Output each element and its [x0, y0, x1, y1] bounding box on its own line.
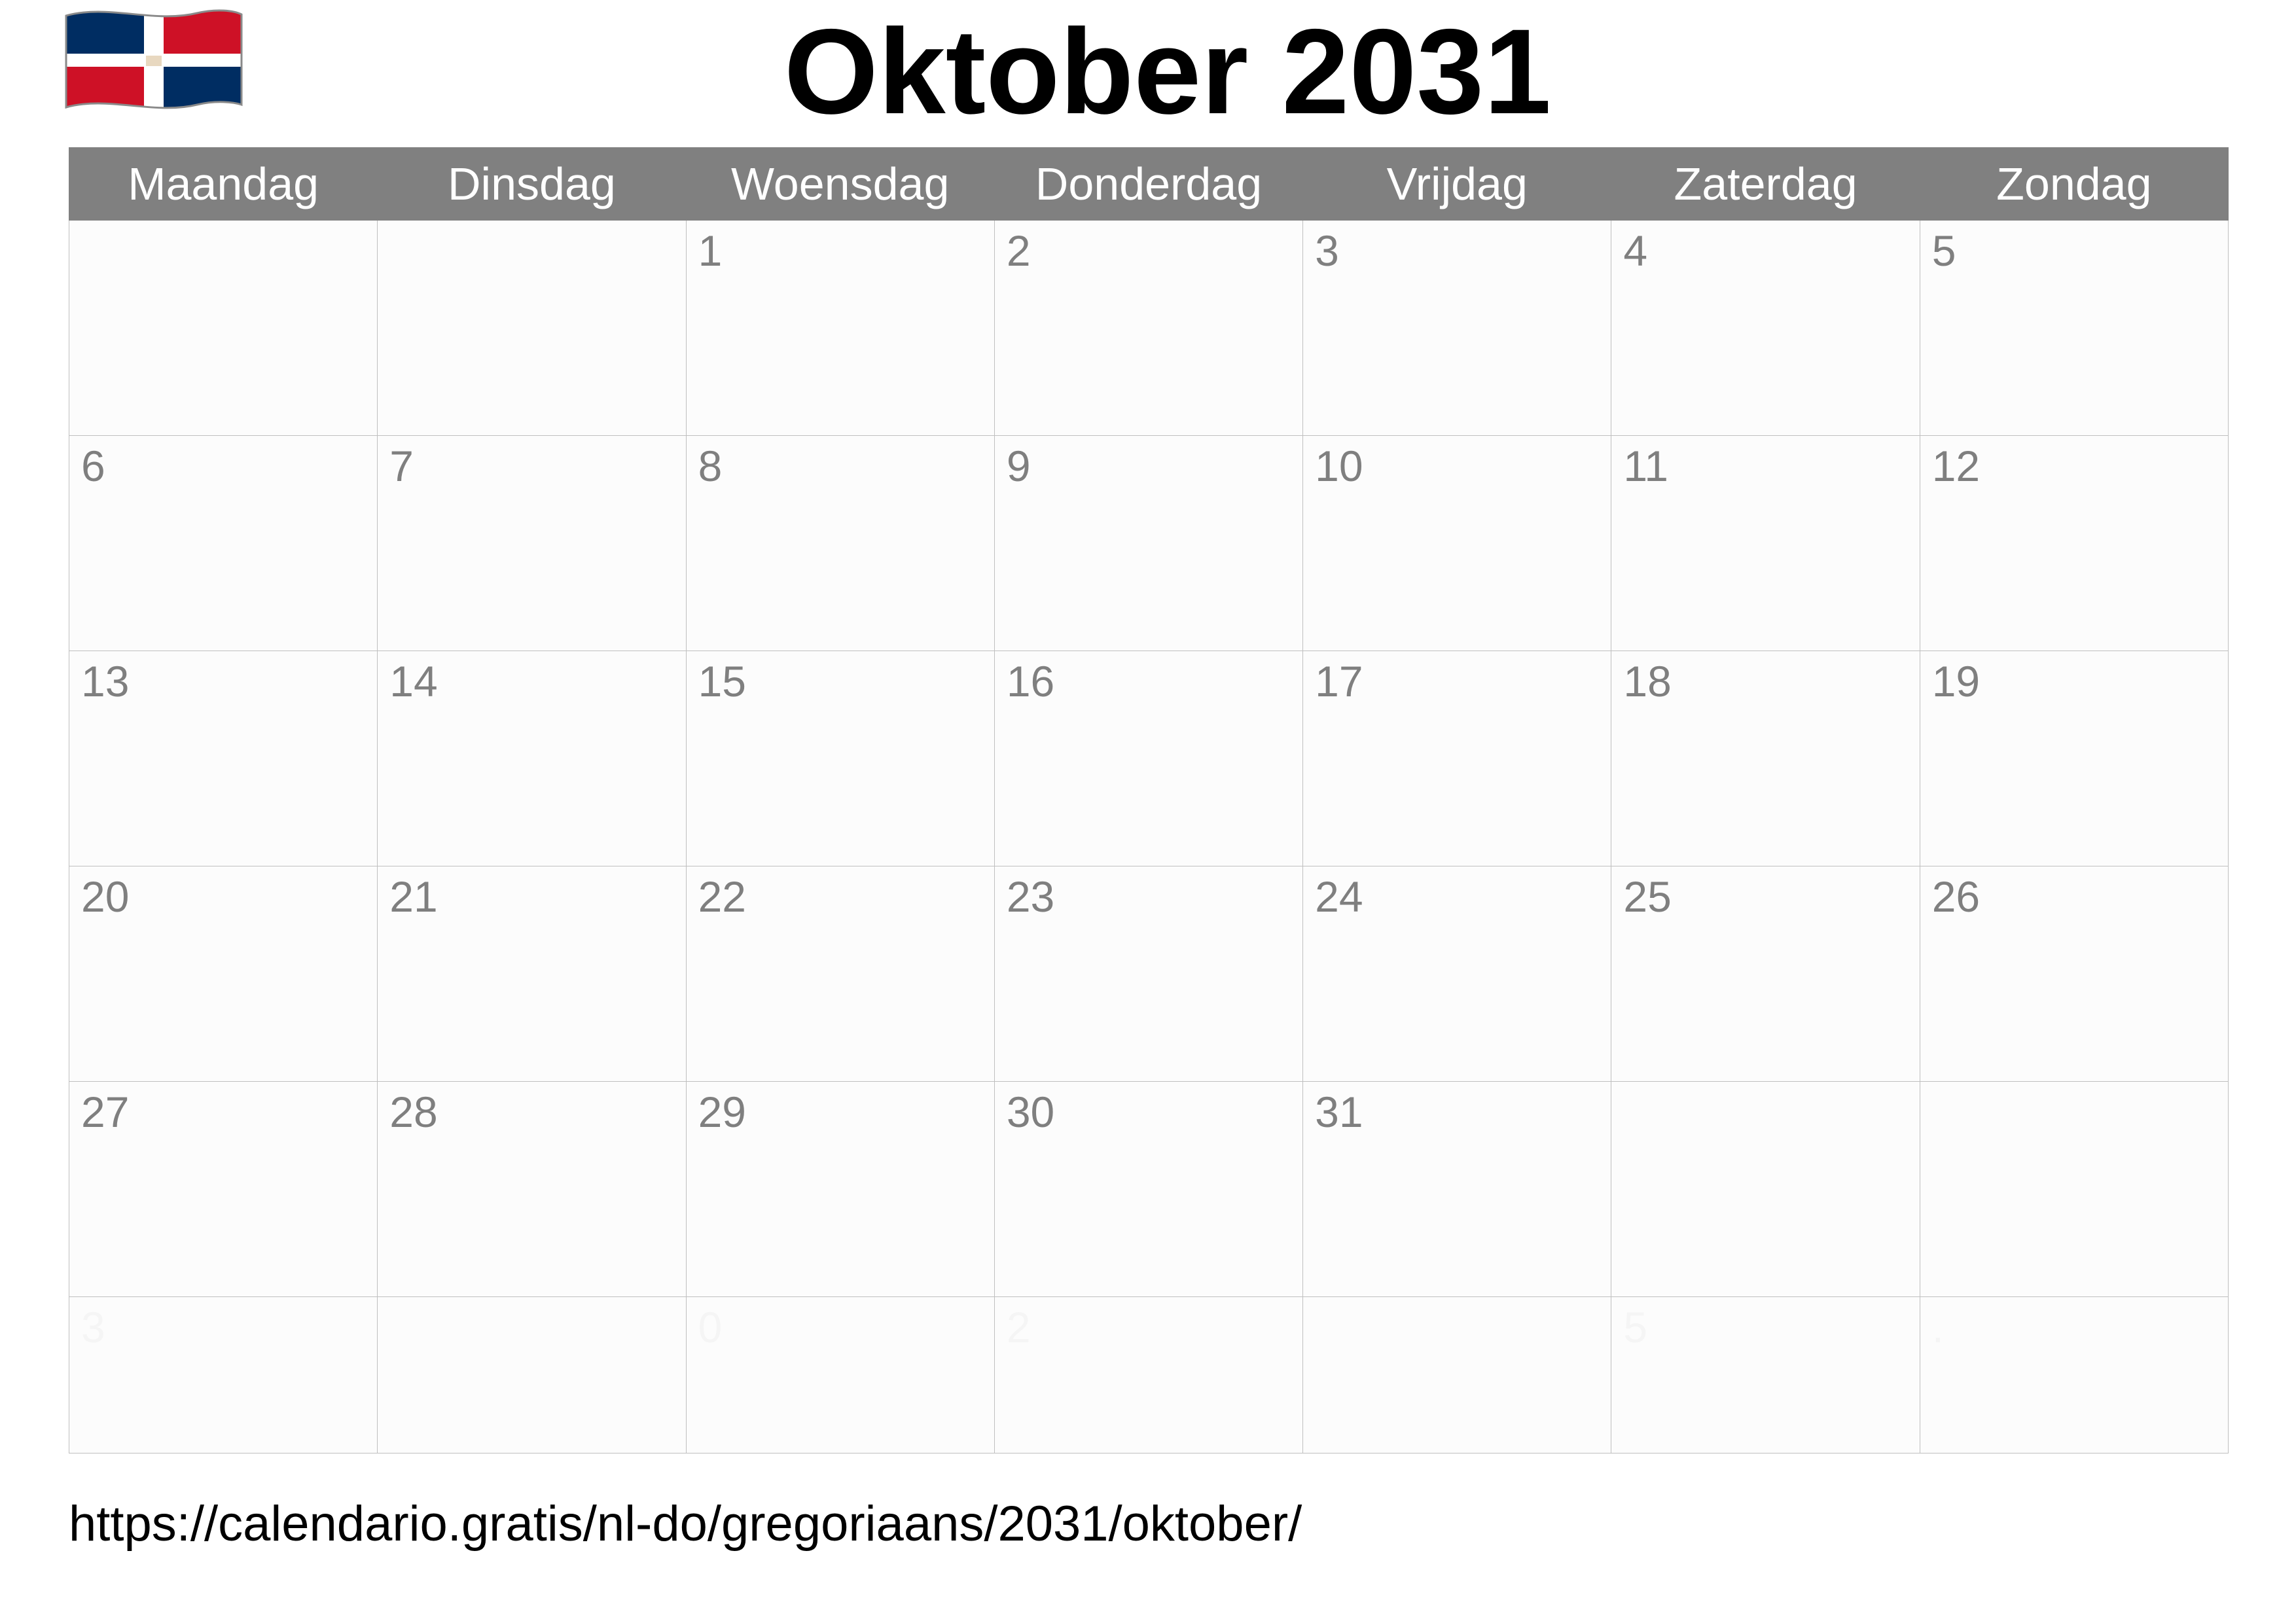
day-cell[interactable]: 8	[686, 436, 994, 651]
source-url[interactable]: https://calendario.gratis/nl-do/gregoriaans/2031/oktober/	[69, 1496, 1302, 1552]
day-cell[interactable]: 9	[994, 436, 1302, 651]
day-cell[interactable]: 7	[378, 436, 686, 651]
day-cell[interactable]: 4	[1611, 221, 1920, 436]
day-cell[interactable]: 16	[994, 651, 1302, 866]
day-cell[interactable]: 29	[686, 1082, 994, 1297]
day-cell[interactable]: 6	[69, 436, 378, 651]
day-cell[interactable]: 30	[994, 1082, 1302, 1297]
page-header	[0, 0, 2296, 144]
calendar-week-row	[69, 221, 2229, 436]
day-cell[interactable]: 25	[1611, 866, 1920, 1082]
calendar-week-row	[69, 651, 2229, 866]
weekday-header-zaterdag: Zaterdag	[1611, 148, 1920, 221]
calendar-week-row	[69, 436, 2229, 651]
day-cell[interactable]: 14	[378, 651, 686, 866]
day-cell[interactable]: 17	[1303, 651, 1611, 866]
day-cell[interactable]: 27	[69, 1082, 378, 1297]
day-cell[interactable]: 10	[1303, 436, 1611, 651]
day-cell[interactable]	[1303, 1297, 1611, 1454]
day-cell[interactable]: 3	[1303, 221, 1611, 436]
day-cell[interactable]: 3	[69, 1297, 378, 1454]
day-cell[interactable]: 21	[378, 866, 686, 1082]
day-cell[interactable]: 2	[994, 1297, 1302, 1454]
day-cell[interactable]	[1920, 1082, 2228, 1297]
day-cell[interactable]	[378, 221, 686, 436]
day-cell[interactable]: 5	[1611, 1297, 1920, 1454]
day-cell[interactable]: 12	[1920, 436, 2228, 651]
calendar-table	[69, 147, 2229, 1454]
day-cell[interactable]: 26	[1920, 866, 2228, 1082]
day-cell[interactable]	[1611, 1082, 1920, 1297]
calendar-week-row	[69, 866, 2229, 1082]
weekday-header-donderdag: Donderdag	[994, 148, 1302, 221]
day-cell[interactable]: 15	[686, 651, 994, 866]
day-cell[interactable]: .	[1920, 1297, 2228, 1454]
weekday-header-zondag: Zondag	[1920, 148, 2228, 221]
day-cell[interactable]	[69, 221, 378, 436]
day-cell[interactable]: 0	[686, 1297, 994, 1454]
day-cell[interactable]: 5	[1920, 221, 2228, 436]
calendar-week-row-faded	[69, 1297, 2229, 1454]
weekday-header-dinsdag: Dinsdag	[378, 148, 686, 221]
day-cell[interactable]: 24	[1303, 866, 1611, 1082]
calendar-week-row	[69, 1082, 2229, 1297]
page-title: Oktober 2031	[783, 4, 1552, 139]
day-cell[interactable]: 19	[1920, 651, 2228, 866]
day-cell[interactable]: 13	[69, 651, 378, 866]
day-cell[interactable]: 1	[686, 221, 994, 436]
weekday-header-maandag: Maandag	[69, 148, 378, 221]
day-cell[interactable]	[378, 1297, 686, 1454]
weekday-header-row	[69, 148, 2229, 221]
weekday-header-woensdag: Woensdag	[686, 148, 994, 221]
day-cell[interactable]: 23	[994, 866, 1302, 1082]
day-cell[interactable]: 18	[1611, 651, 1920, 866]
day-cell[interactable]: 28	[378, 1082, 686, 1297]
day-cell[interactable]: 20	[69, 866, 378, 1082]
day-cell[interactable]: 22	[686, 866, 994, 1082]
weekday-header-vrijdag: Vrijdag	[1303, 148, 1611, 221]
day-cell[interactable]: 11	[1611, 436, 1920, 651]
day-cell[interactable]: 31	[1303, 1082, 1611, 1297]
dominican-republic-flag-icon	[62, 7, 245, 131]
day-cell[interactable]: 2	[994, 221, 1302, 436]
